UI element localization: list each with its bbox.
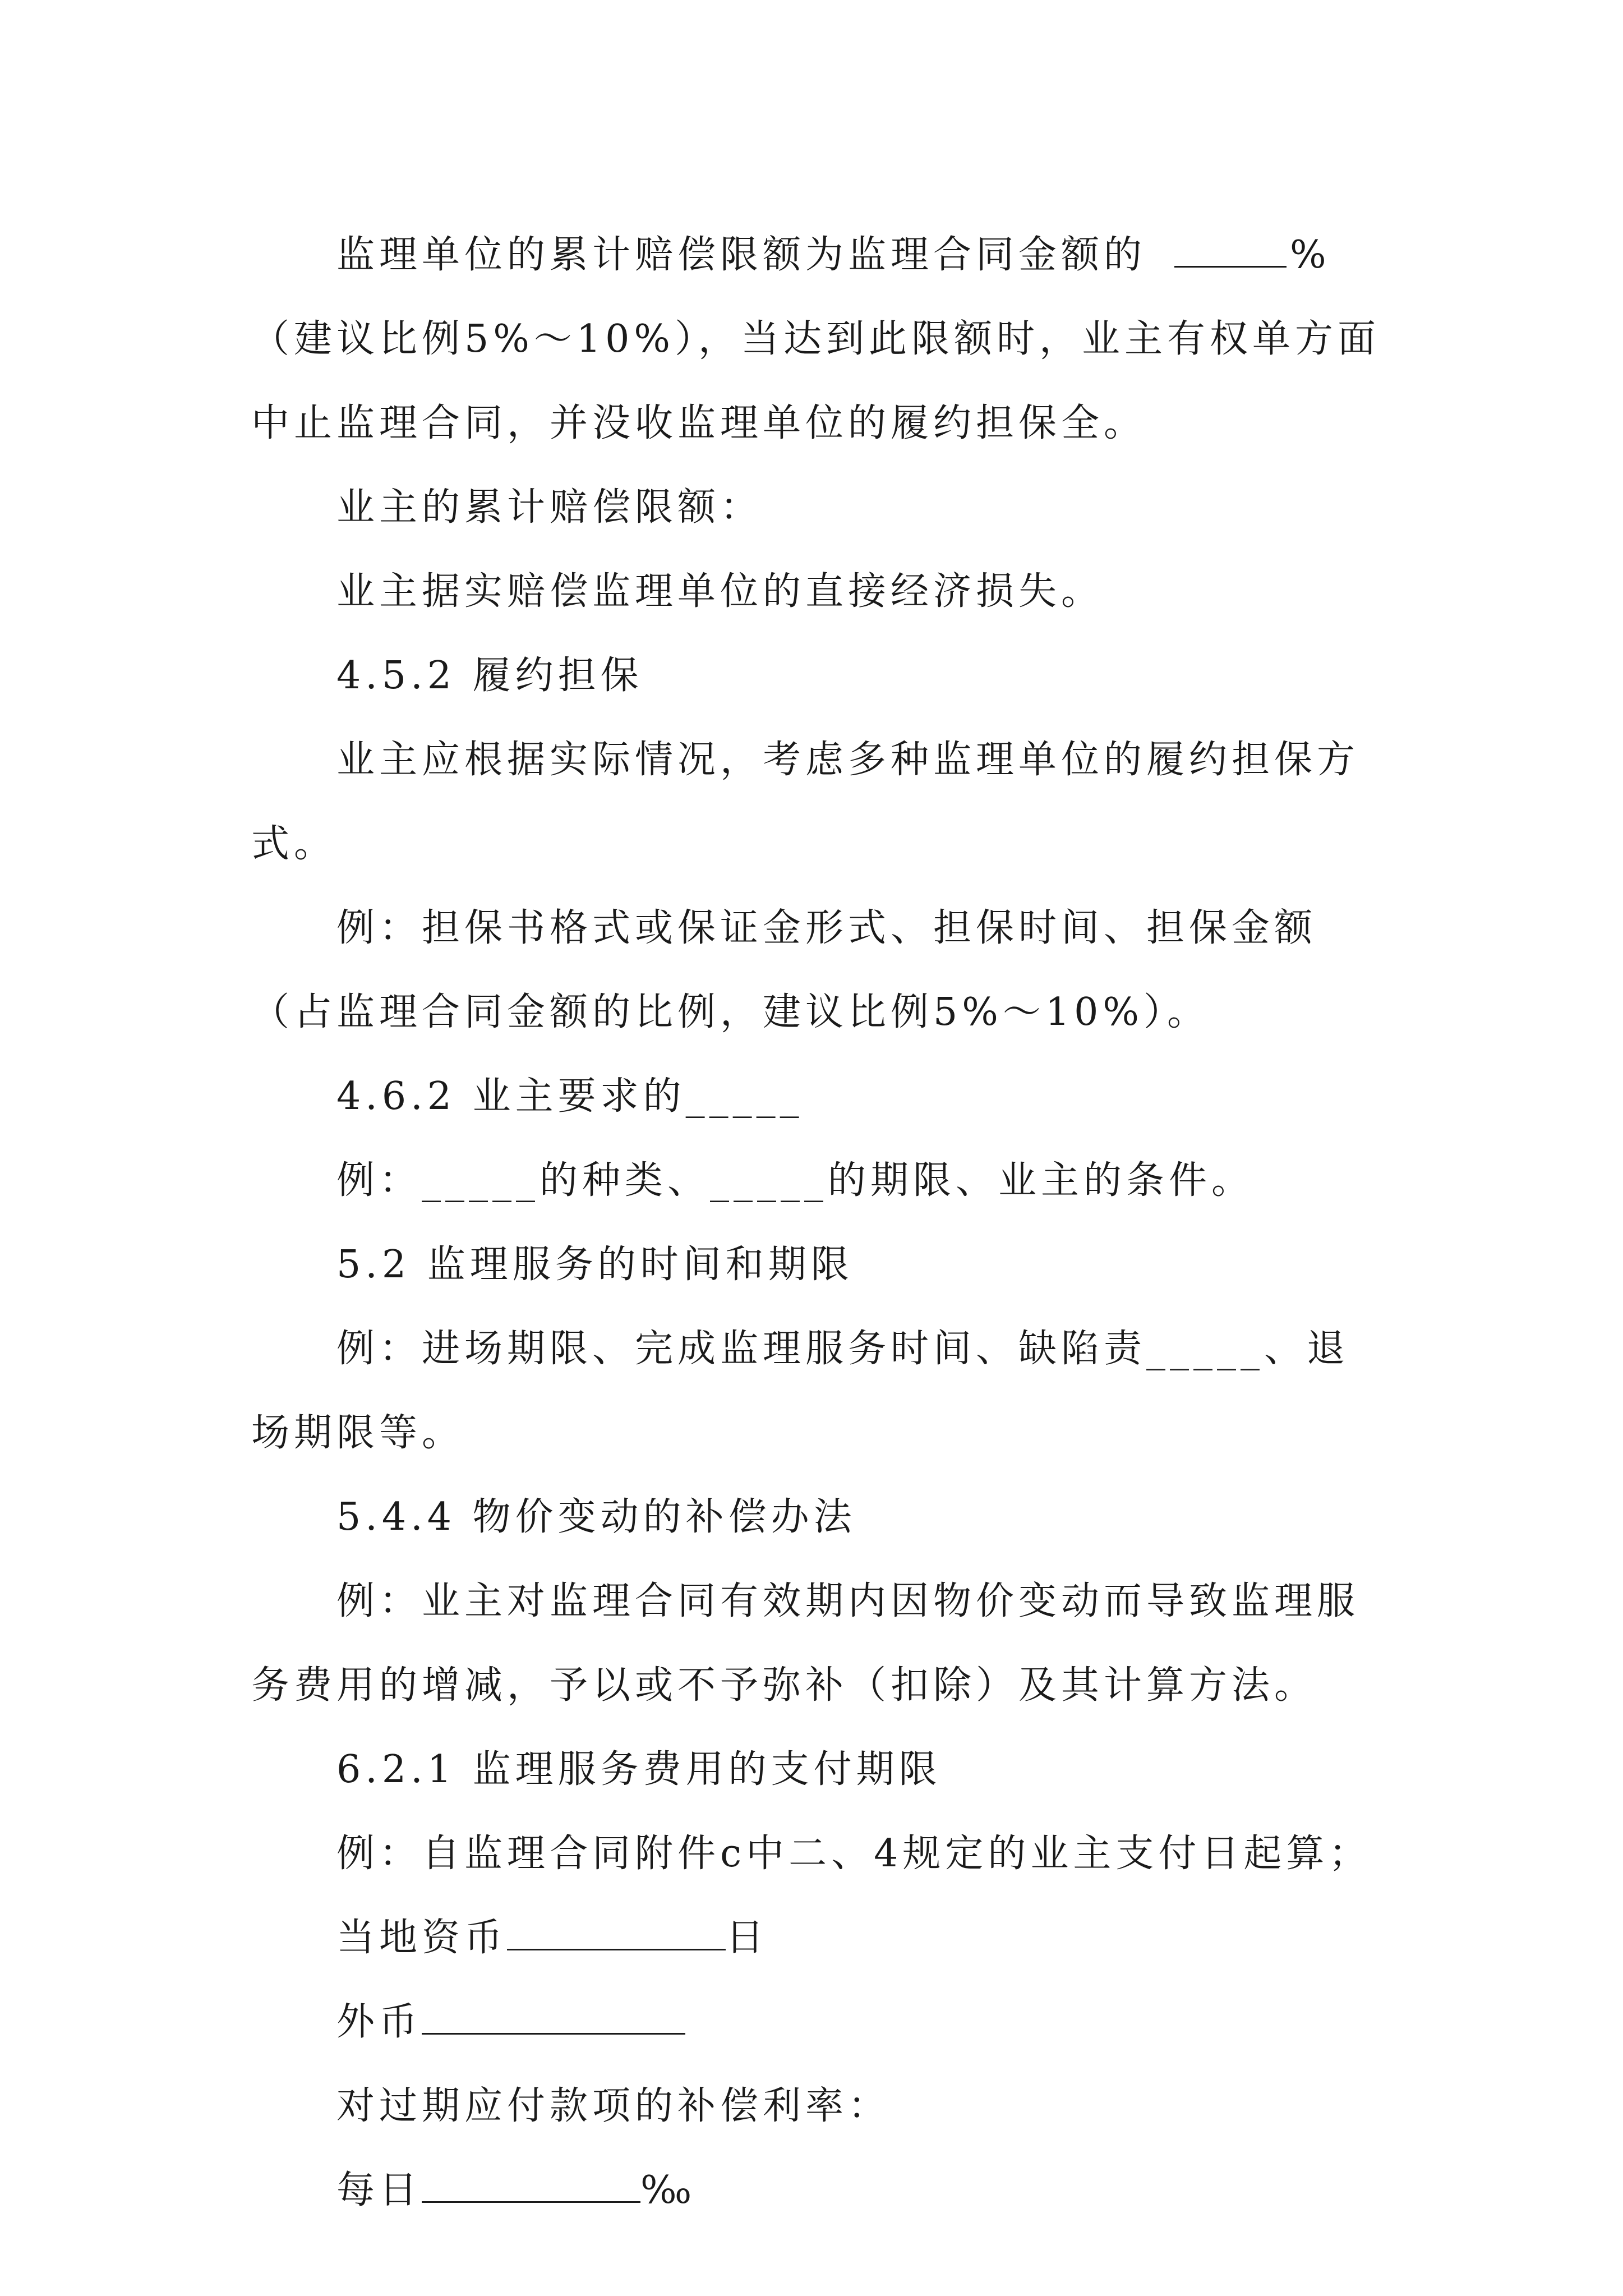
paragraph-owner-compensation: 业主据实赔偿监理单位的直接经济损失。 <box>336 569 1104 614</box>
section-heading-5-4-4: 5.4.4 物价变动的补偿办法 <box>336 1495 856 1539</box>
paragraph-guarantee-line1: 业主应根据实际情况，考虑多种监理单位的履约担保方 <box>336 738 1360 782</box>
paragraph-local-currency: 当地资币 日 <box>336 1916 769 1960</box>
section-heading-6-2-1: 6.2.1 监理服务费用的支付期限 <box>336 1747 942 1792</box>
paragraph-payment-example: 例：自监理合同附件c中二、4规定的业主支付日起算； <box>336 1832 1372 1876</box>
paragraph-foreign-currency: 外币 <box>251 1980 1395 2064</box>
document-body <box>251 213 1395 2233</box>
section-heading-5-2: 5.2 监理服务的时间和期限 <box>336 1243 854 1287</box>
paragraph-guarantee-line2: 式。 <box>251 822 337 866</box>
paragraph-overdue-interest: 对过期应付款项的补偿利率： <box>336 2084 891 2128</box>
paragraph-time-example-line2: 场期限等。 <box>251 1411 465 1455</box>
paragraph-liability-cap-line1: 监理单位的累计赔偿限额为监理合同金额的 % <box>336 233 1331 277</box>
paragraph-owner-requirements-example: 例：_____的种类、_____的期限、业主的条件。 <box>336 1158 1255 1203</box>
paragraph-price-change-line2: 务费用的增减，予以或不予弥补（扣除）及其计算方法。 <box>251 1663 1317 1708</box>
paragraph-time-example-line1: 例：进场期限、完成监理服务时间、缺陷责_____、退 <box>336 1327 1350 1371</box>
section-heading-4-5-2: 4.5.2 履约担保 <box>336 654 643 698</box>
paragraph-guarantee-example-line1: 例：担保书格式或保证金形式、担保时间、担保金额 <box>336 906 1317 950</box>
paragraph-liability-cap-line3: 中止监理合同，并没收监理单位的履约担保全。 <box>251 401 1147 445</box>
section-heading-4-6-2: 4.6.2 业主要求的_____ <box>336 1074 804 1119</box>
paragraph-owner-cap-heading: 业主的累计赔偿限额： <box>336 485 763 530</box>
paragraph-liability-cap-line2: （建议比例5%～10%），当达到此限额时，业主有权单方面 <box>251 317 1381 361</box>
paragraph-price-change-line1: 例：业主对监理合同有效期内因物价变动而导致监理服 <box>336 1579 1360 1623</box>
paragraph-daily-rate: 每日 ‰ <box>336 2168 697 2212</box>
blank-local-currency <box>507 1916 726 1950</box>
blank-daily-rate <box>422 2169 640 2203</box>
blank-percentage <box>1174 233 1287 268</box>
blank-foreign-currency <box>422 2000 685 2035</box>
paragraph-guarantee-example-line2: （占监理合同金额的比例，建议比例5%～10%）。 <box>251 990 1210 1034</box>
